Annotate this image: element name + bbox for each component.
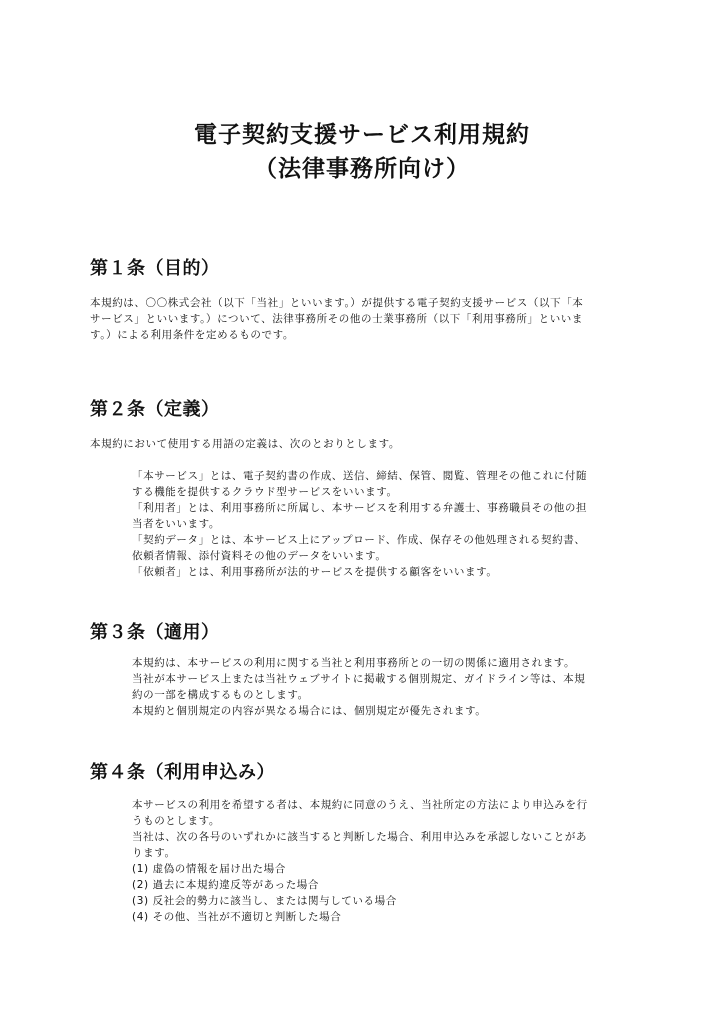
definition-line: する機能を提供するクラウド型サービスをいいます。 xyxy=(132,486,398,498)
definition-list xyxy=(90,468,650,580)
article-text-line: ります。 xyxy=(132,847,176,859)
article-body xyxy=(90,655,650,719)
article-intro: 本規約において使用する用語の定義は、次のとおりとします。 xyxy=(90,438,400,450)
definition-line: 「依頼者」とは、利用事務所が法的サービスを提供する顧客をいいます。 xyxy=(132,566,498,578)
article-text-line: 本サービスの利用を希望する者は、本規約に同意のうえ、当社所定の方法により申込みを行 xyxy=(132,799,588,811)
article-3 xyxy=(90,621,650,719)
document-title: 電子契約支援サービス利用規約 xyxy=(194,122,530,148)
definition-line: 当者をいいます。 xyxy=(132,518,220,530)
article-1 xyxy=(90,257,650,343)
article-text-line: うものとします。 xyxy=(132,815,220,827)
article-text-line: サービス」といいます。）について、法律事務所その他の士業事務所（以下「利用事務所」といいま xyxy=(90,313,583,325)
article-text-line: 約の一部を構成するものとします。 xyxy=(132,689,309,701)
article-2 xyxy=(90,398,650,580)
list-item: (1) 虚偽の情報を届け出た場合 xyxy=(132,863,286,875)
list-item: (3) 反社会的勢力に該当し、または関与している場合 xyxy=(132,895,397,907)
article-heading: 第３条（適用） xyxy=(90,622,220,643)
article-text-line: 本規約と個別規定の内容が異なる場合には、個別規定が優先されます。 xyxy=(132,705,487,717)
article-text-line: 当社は、次の各号のいずれかに該当すると判断した場合、利用申込みを承認しないことがあ xyxy=(132,831,588,843)
definition-line: 「本サービス」とは、電子契約書の作成、送信、締結、保管、閲覧、管理その他これに付随 xyxy=(132,470,588,482)
article-heading: 第１条（目的） xyxy=(90,258,220,279)
article-text-line: す。）による利用条件を定めるものです。 xyxy=(90,329,294,341)
article-text-line: 本規約は、本サービスの利用に関する当社と利用事務所との一切の関係に適用されます。 xyxy=(132,657,576,669)
list-item: (2) 過去に本規約違反等があった場合 xyxy=(132,879,320,891)
definition-line: 「利用者」とは、利用事務所に所属し、本サービスを利用する弁護士、事務職員その他の担 xyxy=(132,502,588,514)
definition-line: 依頼者情報、添付資料その他のデータをいいます。 xyxy=(132,550,387,562)
definition-line: 「契約データ」とは、本サービス上にアップロード、作成、保存その他処理される契約書、 xyxy=(132,534,586,546)
article-4 xyxy=(90,761,650,925)
document-subtitle: （法律事務所向け） xyxy=(254,156,470,182)
list-item: (4) その他、当社が不適切と判断した場合 xyxy=(132,911,342,923)
article-heading: 第４条（利用申込み） xyxy=(90,762,275,783)
document-title-block xyxy=(0,118,724,186)
article-body xyxy=(90,797,650,925)
article-text-line: 本規約は、〇〇株式会社（以下「当社」といいます。）が提供する電子契約支援サービス（以下「本 xyxy=(90,297,584,309)
article-heading: 第２条（定義） xyxy=(90,399,220,420)
article-text-line: 当社が本サービス上または当社ウェブサイトに掲載する個別規定、ガイドライン等は、本規 xyxy=(132,673,586,685)
